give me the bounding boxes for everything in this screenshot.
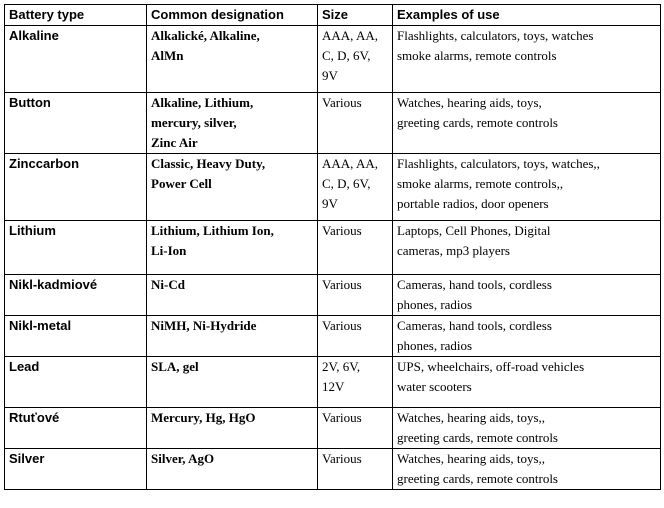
header-battery-type: Battery type (5, 5, 147, 26)
designation-cell: Alkalické, Alkaline, AlMn (147, 26, 318, 93)
size-cell: Various (318, 221, 393, 275)
header-size: Size (318, 5, 393, 26)
table-row (5, 275, 661, 316)
battery-type-cell: Silver (5, 449, 147, 490)
battery-type-cell: Nikl-metal (5, 316, 147, 357)
size-cell: Various (318, 93, 393, 154)
designation-cell: Classic, Heavy Duty, Power Cell (147, 154, 318, 221)
table-row (5, 154, 661, 221)
table-row (5, 449, 661, 490)
uses-cell: Laptops, Cell Phones, Digital cameras, mp3 players (393, 221, 661, 275)
table-row (5, 93, 661, 154)
size-cell: Various (318, 449, 393, 490)
uses-cell: UPS, wheelchairs, off-road vehicles water scooters (393, 357, 661, 408)
uses-cell: Flashlights, calculators, toys, watches smoke alarms, remote controls (393, 26, 661, 93)
battery-type-cell: Lithium (5, 221, 147, 275)
size-cell: 2V, 6V, 12V (318, 357, 393, 408)
battery-type-cell: Button (5, 93, 147, 154)
table-row (5, 26, 661, 93)
battery-type-cell: Rtuťové (5, 408, 147, 449)
header-common-designation: Common designation (147, 5, 318, 26)
table-row (5, 316, 661, 357)
battery-table (4, 4, 661, 490)
size-cell: AAA, AA, C, D, 6V, 9V (318, 154, 393, 221)
battery-type-cell: Zinccarbon (5, 154, 147, 221)
uses-cell: Cameras, hand tools, cordless phones, radios (393, 275, 661, 316)
size-cell: AAA, AA, C, D, 6V, 9V (318, 26, 393, 93)
table-row (5, 408, 661, 449)
designation-cell: NiMH, Ni-Hydride (147, 316, 318, 357)
designation-cell: Lithium, Lithium Ion, Li-Ion (147, 221, 318, 275)
battery-type-cell: Lead (5, 357, 147, 408)
table-header-row (5, 5, 661, 26)
uses-cell: Flashlights, calculators, toys, watches,, smoke alarms, remote controls,, portable radios, door openers (393, 154, 661, 221)
size-cell: Various (318, 275, 393, 316)
uses-cell: Watches, hearing aids, toys,, greeting cards, remote controls (393, 408, 661, 449)
designation-cell: Ni-Cd (147, 275, 318, 316)
uses-cell: Cameras, hand tools, cordless phones, radios (393, 316, 661, 357)
designation-cell: Mercury, Hg, HgO (147, 408, 318, 449)
designation-cell: Silver, AgO (147, 449, 318, 490)
uses-cell: Watches, hearing aids, toys,, greeting cards, remote controls (393, 449, 661, 490)
designation-cell: Alkaline, Lithium, mercury, silver, Zinc Air (147, 93, 318, 154)
size-cell: Various (318, 316, 393, 357)
battery-type-cell: Alkaline (5, 26, 147, 93)
table-row (5, 221, 661, 275)
designation-cell: SLA, gel (147, 357, 318, 408)
header-examples-of-use: Examples of use (393, 5, 661, 26)
battery-type-cell: Nikl-kadmiové (5, 275, 147, 316)
size-cell: Various (318, 408, 393, 449)
uses-cell: Watches, hearing aids, toys, greeting cards, remote controls (393, 93, 661, 154)
table-row (5, 357, 661, 408)
